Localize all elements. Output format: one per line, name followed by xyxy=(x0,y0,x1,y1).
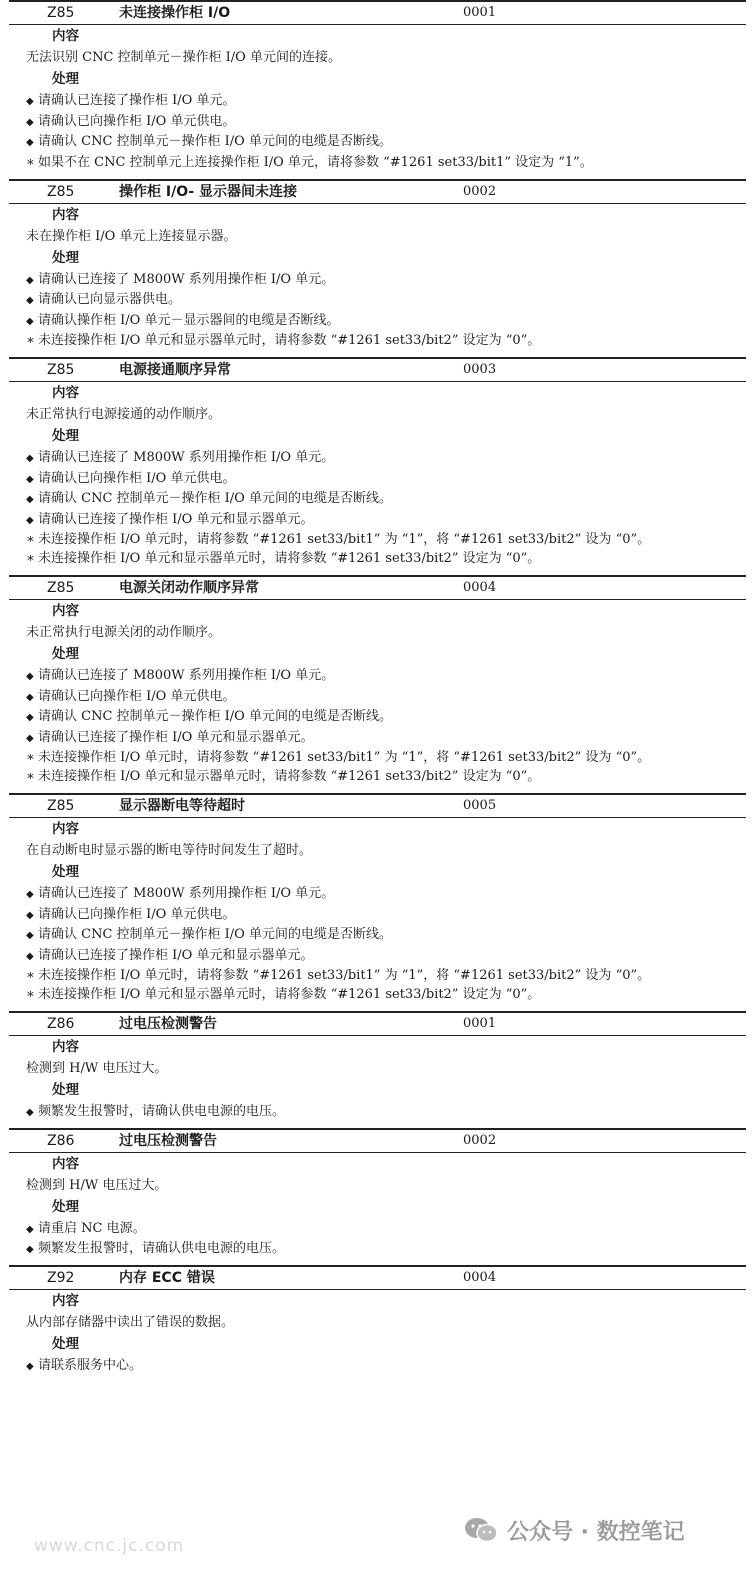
action-item xyxy=(26,666,746,687)
content-label: 内容 xyxy=(52,821,79,837)
action-item xyxy=(26,687,746,708)
action-note xyxy=(26,155,746,171)
content-label: 内容 xyxy=(52,206,79,223)
diamond-bullet-icon: ◆ xyxy=(26,295,34,306)
alarm-title: 电源接通顺序异常 xyxy=(119,362,231,378)
asterisk-icon: ∗ xyxy=(26,551,35,566)
note-text: 未连接操作柜 I/O 单元和显示器单元时，请将参数 “#1261 set33/bit2” 设定为 “0”。 xyxy=(38,333,541,348)
action-note xyxy=(26,968,746,984)
note-text: 未连接操作柜 I/O 单元时，请将参数 “#1261 set33/bit1” 为 “1”，将 “#1261 set33/bit2” 设为 “0”。 xyxy=(38,968,651,983)
alarm-code: Z85 xyxy=(47,798,75,814)
action-text: 请确认已连接了操作柜 I/O 单元。 xyxy=(38,93,236,108)
alarm-header xyxy=(9,1128,746,1153)
diamond-bullet-icon: ◆ xyxy=(26,1360,34,1372)
content-label: 内容 xyxy=(52,1039,79,1055)
alarm-title: 操作柜 I/O- 显示器间未连接 xyxy=(119,183,298,200)
alarm-header xyxy=(9,357,746,382)
asterisk-icon: ∗ xyxy=(26,987,35,1002)
diamond-bullet-icon: ◆ xyxy=(26,889,34,900)
alarm-code: Z85 xyxy=(47,5,75,21)
action-label: 处理 xyxy=(52,428,79,444)
diamond-bullet-icon: ◆ xyxy=(26,930,34,941)
note-text: 未连接操作柜 I/O 单元和显示器单元时，请将参数 “#1261 set33/bit2” 设定为 “0”。 xyxy=(38,551,541,566)
alarm-code: Z92 xyxy=(47,1269,75,1286)
note-text: 未连接操作柜 I/O 单元和显示器单元时，请将参数 “#1261 set33/bit2” 设定为 “0”。 xyxy=(38,987,541,1002)
action-item xyxy=(26,1102,746,1123)
action-label: 处理 xyxy=(52,71,79,87)
action-text: 请确认已连接了 M800W 系列用操作柜 I/O 单元。 xyxy=(38,271,335,287)
diamond-bullet-icon: ◆ xyxy=(26,315,34,327)
diamond-bullet-icon: ◆ xyxy=(26,137,34,148)
alarm-code: Z85 xyxy=(47,183,75,200)
asterisk-icon: ∗ xyxy=(26,769,35,784)
action-text: 请确认已连接了操作柜 I/O 单元和显示器单元。 xyxy=(38,947,314,963)
action-item xyxy=(26,489,746,510)
alarm-number: 0005 xyxy=(463,798,497,813)
diamond-bullet-icon: ◆ xyxy=(26,473,34,485)
action-list xyxy=(26,448,746,567)
action-list xyxy=(26,1356,746,1377)
alarm-number: 0001 xyxy=(463,5,497,20)
watermark-text: 公众号 · 数控笔记 xyxy=(507,1519,685,1545)
alarm-number: 0002 xyxy=(463,1132,497,1148)
alarm-entry xyxy=(9,793,746,1011)
action-label: 处理 xyxy=(52,1082,79,1098)
asterisk-icon: ∗ xyxy=(26,532,35,547)
content-label: 内容 xyxy=(52,1292,79,1309)
alarm-entry xyxy=(9,1011,746,1128)
action-item xyxy=(26,112,746,133)
action-item xyxy=(26,469,746,490)
action-note xyxy=(26,750,746,766)
action-label: 处理 xyxy=(52,249,79,266)
content-label: 内容 xyxy=(52,28,79,44)
alarm-number: 0002 xyxy=(463,183,497,199)
action-item xyxy=(26,884,746,905)
action-list xyxy=(26,666,746,785)
alarm-number: 0001 xyxy=(463,1016,497,1031)
alarm-entry xyxy=(9,0,746,179)
alarm-header xyxy=(9,793,746,818)
action-label: 处理 xyxy=(52,864,79,880)
alarm-content: 检测到 H/W 电压过大。 xyxy=(26,1061,168,1076)
alarm-title: 显示器断电等待超时 xyxy=(119,798,245,814)
action-item xyxy=(26,1239,746,1260)
alarm-code: Z86 xyxy=(47,1016,75,1032)
diamond-bullet-icon: ◆ xyxy=(26,116,34,128)
action-item xyxy=(26,290,746,311)
asterisk-icon: ∗ xyxy=(26,750,35,765)
action-text: 请重启 NC 电源。 xyxy=(38,1220,146,1236)
action-text: 请确认已向显示器供电。 xyxy=(38,292,182,307)
alarm-header xyxy=(9,1265,746,1290)
diamond-bullet-icon: ◆ xyxy=(26,96,34,107)
alarm-header xyxy=(9,179,746,204)
note-text: 未连接操作柜 I/O 单元时，请将参数 “#1261 set33/bit1” 为 “1”，将 “#1261 set33/bit2” 设为 “0”。 xyxy=(38,532,651,547)
action-label: 处理 xyxy=(52,646,79,662)
action-text: 请确认已连接了 M800W 系列用操作柜 I/O 单元。 xyxy=(38,450,335,465)
note-text: 未连接操作柜 I/O 单元和显示器单元时，请将参数 “#1261 set33/bit2” 设定为 “0”。 xyxy=(38,769,541,784)
action-text: 请联系服务中心。 xyxy=(38,1357,143,1373)
action-text: 请确认 CNC 控制单元－操作柜 I/O 单元间的电缆是否断线。 xyxy=(38,491,392,506)
alarm-title: 电源关闭动作顺序异常 xyxy=(119,580,259,596)
action-item xyxy=(26,91,746,112)
diamond-bullet-icon: ◆ xyxy=(26,671,34,682)
alarm-content: 从内部存储器中读出了错误的数据。 xyxy=(26,1314,235,1330)
asterisk-icon: ∗ xyxy=(26,154,35,170)
diamond-bullet-icon: ◆ xyxy=(26,1244,34,1255)
alarm-title: 内存 ECC 错误 xyxy=(119,1269,215,1286)
action-item xyxy=(26,311,746,332)
asterisk-icon: ∗ xyxy=(26,333,35,348)
action-text: 请确认已向操作柜 I/O 单元供电。 xyxy=(38,688,236,704)
action-item xyxy=(26,448,746,469)
content-label: 内容 xyxy=(52,603,79,619)
diamond-bullet-icon: ◆ xyxy=(26,453,34,464)
action-text: 请确认已连接了操作柜 I/O 单元和显示器单元。 xyxy=(38,729,314,745)
action-text: 请确认操作柜 I/O 单元－显示器间的电缆是否断线。 xyxy=(38,312,340,328)
action-note xyxy=(26,551,746,567)
action-text: 请确认 CNC 控制单元－操作柜 I/O 单元间的电缆是否断线。 xyxy=(38,927,392,942)
diamond-bullet-icon: ◆ xyxy=(26,514,34,526)
action-list xyxy=(26,1219,746,1260)
action-list xyxy=(26,270,746,350)
action-label: 处理 xyxy=(52,1198,79,1215)
action-item xyxy=(26,510,746,531)
diamond-bullet-icon: ◆ xyxy=(26,274,34,286)
faint-watermark: www.cnc.jc.com xyxy=(34,1536,185,1556)
action-item xyxy=(26,270,746,291)
diamond-bullet-icon: ◆ xyxy=(26,950,34,962)
action-item xyxy=(26,946,746,967)
action-text: 请确认已向操作柜 I/O 单元供电。 xyxy=(38,470,236,486)
action-item xyxy=(26,728,746,749)
action-list xyxy=(26,884,746,1003)
alarm-number: 0003 xyxy=(463,362,497,377)
action-list xyxy=(26,1102,746,1123)
alarm-code: Z85 xyxy=(47,580,75,596)
action-item xyxy=(26,905,746,926)
wechat-watermark xyxy=(463,1512,723,1548)
content-label: 内容 xyxy=(52,1155,79,1172)
action-text: 请确认已连接了 M800W 系列用操作柜 I/O 单元。 xyxy=(38,886,335,901)
diamond-bullet-icon: ◆ xyxy=(26,691,34,703)
diamond-bullet-icon: ◆ xyxy=(26,909,34,921)
action-note xyxy=(26,333,746,349)
alarm-content: 无法识别 CNC 控制单元－操作柜 I/O 单元间的连接。 xyxy=(26,50,341,65)
diamond-bullet-icon: ◆ xyxy=(26,494,34,505)
note-text: 未连接操作柜 I/O 单元时，请将参数 “#1261 set33/bit1” 为 “1”，将 “#1261 set33/bit2” 设为 “0”。 xyxy=(38,750,651,765)
content-label: 内容 xyxy=(52,385,79,401)
alarm-header xyxy=(9,575,746,600)
alarm-code: Z85 xyxy=(47,362,75,378)
action-item xyxy=(26,707,746,728)
action-note xyxy=(26,987,746,1003)
action-list xyxy=(26,91,746,171)
alarm-content: 未在操作柜 I/O 单元上连接显示器。 xyxy=(26,228,237,244)
action-item xyxy=(26,925,746,946)
action-text: 请确认 CNC 控制单元－操作柜 I/O 单元间的电缆是否断线。 xyxy=(38,134,392,149)
alarm-title: 过电压检测警告 xyxy=(119,1016,217,1032)
alarm-content: 未正常执行电源接通的动作顺序。 xyxy=(26,407,222,422)
alarm-title: 过电压检测警告 xyxy=(119,1132,217,1149)
action-text: 请确认 CNC 控制单元－操作柜 I/O 单元间的电缆是否断线。 xyxy=(38,709,392,724)
diamond-bullet-icon: ◆ xyxy=(26,1107,34,1118)
action-note xyxy=(26,769,746,785)
action-note xyxy=(26,532,746,548)
alarm-content: 在自动断电时显示器的断电等待时间发生了超时。 xyxy=(26,843,313,858)
action-item xyxy=(26,1219,746,1240)
action-item xyxy=(26,132,746,153)
alarm-number: 0004 xyxy=(463,1269,497,1285)
alarm-entry xyxy=(9,575,746,793)
note-text: 如果不在 CNC 控制单元上连接操作柜 I/O 单元，请将参数 “#1261 set33/bit1” 设定为 “1”。 xyxy=(38,154,593,170)
action-text: 请确认已连接了操作柜 I/O 单元和显示器单元。 xyxy=(38,511,314,527)
alarm-entry xyxy=(9,179,746,358)
alarm-content: 未正常执行电源关闭的动作顺序。 xyxy=(26,625,222,640)
alarm-entry xyxy=(9,357,746,575)
action-label: 处理 xyxy=(52,1335,79,1352)
action-text: 频繁发生报警时，请确认供电电源的电压。 xyxy=(38,1241,286,1256)
alarm-header xyxy=(9,1011,746,1036)
alarm-header xyxy=(9,0,746,25)
diamond-bullet-icon: ◆ xyxy=(26,732,34,744)
alarm-content: 检测到 H/W 电压过大。 xyxy=(26,1177,168,1193)
wechat-icon xyxy=(463,1516,499,1544)
action-text: 频繁发生报警时，请确认供电电源的电压。 xyxy=(38,1104,286,1119)
action-item xyxy=(26,1356,746,1377)
asterisk-icon: ∗ xyxy=(26,968,35,983)
diamond-bullet-icon: ◆ xyxy=(26,1223,34,1235)
diamond-bullet-icon: ◆ xyxy=(26,712,34,723)
alarm-entry xyxy=(9,1128,746,1265)
alarm-code: Z86 xyxy=(47,1132,75,1149)
alarm-title: 未连接操作柜 I/O xyxy=(119,5,231,21)
action-text: 请确认已向操作柜 I/O 单元供电。 xyxy=(38,113,236,129)
action-text: 请确认已连接了 M800W 系列用操作柜 I/O 单元。 xyxy=(38,668,335,683)
alarm-entry xyxy=(9,1265,746,1382)
action-text: 请确认已向操作柜 I/O 单元供电。 xyxy=(38,906,236,922)
alarm-number: 0004 xyxy=(463,580,497,595)
